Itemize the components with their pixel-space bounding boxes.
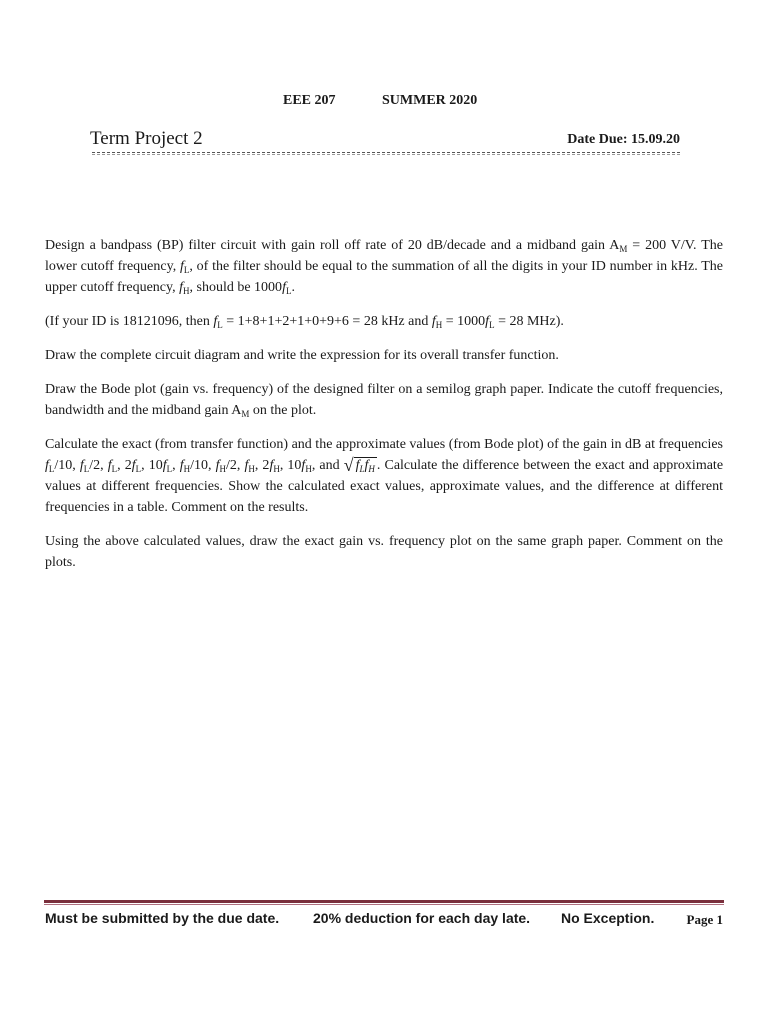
paragraph-plot: Using the above calculated values, draw the exact gain vs. frequency plot on the same graph paper. Comment on the plots. [45, 534, 723, 570]
footer-exception-note: No Exception. [561, 910, 655, 926]
page-number: Page 1 [686, 912, 723, 927]
title-divider-secondary [92, 154, 680, 155]
frequency-list: $f_L/10$, $f_L/2$, $f_L$, $2f_L$, $10f_L$, $f_H/10$, $f_H/2$, $f_H$, $2f_H$, $10f_H$ [45, 458, 312, 474]
paragraph-bode: Draw the Bode plot (gain vs. frequency) of the designed filter on a semilog graph paper. Indicate the cutoff frequencies, bandwidth and the midband gain $A_M$ on the plot. [45, 382, 723, 419]
page-title: Term Project 2 [90, 128, 203, 149]
page-footer [45, 910, 723, 932]
course-term: SUMMER 2020 [382, 93, 478, 108]
paragraph-circuit: Draw the complete circuit diagram and write the expression for its overall transfer function. [45, 348, 559, 363]
title-divider [92, 152, 680, 153]
title-row [90, 128, 680, 154]
paragraph-example: (If your ID is 18121096, then $f_L = 1+8+1+2+1+0+9+6 = 28$ kHz and $f_H = 1000f_L = 28$ MHz). [45, 314, 564, 330]
paragraph-design: Design a bandpass (BP) filter circuit with gain roll off rate of 20 dB/decade and a midband gain $A_M = 200$ V/V. The lower cutoff frequency, $f_L$, of the filter should be equal to the summation of all the digits in your ID number in kHz. The upper cutoff frequency, $f_H$, should be $1000f_L$. [45, 238, 724, 296]
course-code: EEE 207 [283, 93, 336, 108]
due-date: Date Due: 15.09.20 [567, 132, 680, 147]
paragraph-calculate: Calculate the exact (from transfer function) and the approximate values (from Bode plot) of the gain in dB at frequencies $f_L/10$, $f_L/2$, $f_L$, $2f_L$, $10f_L$, $f_H/10$, $f_H/2$, $f_H$, $2f_H$, $10f_H$, and √ $f_Lf_H$ . Calculate the difference between the exact and approximate values at different frequencies. Show the calculated exact values, approximate values, and the difference at different frequencies in a table. Comment on the results. [45, 437, 724, 515]
footer-submit-note: Must be submitted by the due date. [45, 910, 280, 926]
footer-divider-thin [44, 904, 724, 905]
assignment-body [45, 235, 723, 586]
footer-deduction-note: 20% deduction for each day late. [313, 910, 531, 926]
footer-divider [44, 900, 724, 903]
sqrt-expression: √ $f_Lf_H$ [343, 455, 375, 475]
